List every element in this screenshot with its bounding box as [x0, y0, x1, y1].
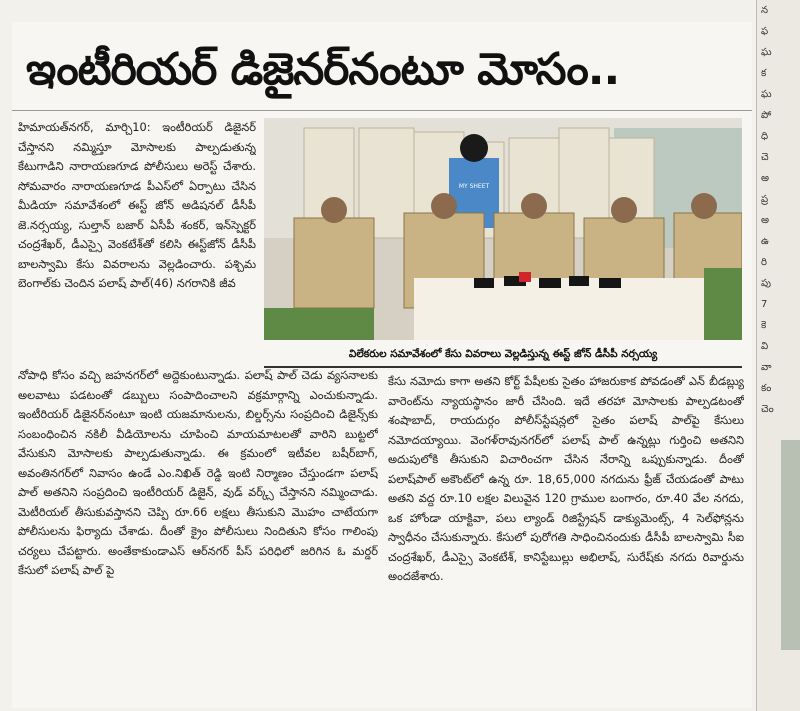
article — [12, 22, 752, 708]
adjacent-text-fragment: క — [761, 68, 767, 79]
headline: ఇంటీరియర్ డిజైనర్‌నంటూ మోసం.. — [26, 44, 620, 95]
paragraph-intro: హిమాయత్‌నగర్, మార్చి10: ఇంటీరియర్ డిజైనర్ చేస్తానని నమ్మిస్తూ మోసాలకు పాల్పడుతున్న కేటుగాడిని నారాయణగూడ పోలీసులు అరెస్ట్ చేశారు. సోమవారం నారాయణగూడ పీఎస్‌లో ఏర్పాటు చేసిన మీడియా సమావేశంలో ఈస్ట్ జోన్ అడిషనల్ డీసీపీ జె.నర్సయ్య, సుల్తాన్ బజార్ ఏసీపీ శంకర్, ఇన్‌స్పెక్టర్ చంద్రశేఖర్, డీఎస్సై వెంకటేశ్‌తో కలిసి ఈస్ట్‌జోన్ డీసీపీ బాలస్వామి కేసు వివరాలను వెల్లడించారు. పశ్చిమ బెంగాల్‌కు చెందిన పలాష్ పాల్(46) నగరానికి జీవ — [18, 120, 256, 290]
photo-caption: విలేకరుల సమావేశంలో కేసు వివరాలు వెల్లడిస్తున్న ఈస్ట్ జోన్ డీసీపీ నర్సయ్య — [264, 342, 742, 368]
column-text-left — [18, 366, 378, 706]
adjacent-text-fragment: ప్ర — [761, 194, 769, 205]
adjacent-text-fragment: పో — [761, 110, 772, 121]
adjacent-text-fragment: కె — [761, 320, 767, 331]
adjacent-column-strip — [756, 0, 800, 711]
adjacent-text-fragment: ఉ — [761, 236, 769, 247]
adjacent-text-fragment: పు — [761, 278, 771, 289]
adjacent-text-fragment: ఫ — [761, 26, 769, 37]
shirt-text: MY SHEET — [458, 183, 490, 190]
adjacent-text-fragment: చెం — [761, 404, 774, 415]
adjacent-text-fragment: ఘ — [761, 89, 772, 100]
column-text-top — [18, 118, 256, 366]
paragraph-left: నోపాధి కోసం వచ్చి జహనగర్‌లో అద్దెకుంటున్నాడు. పలాష్ పాల్ చెడు వ్యసనాలకు అలవాటు పడటంతో డబ్బులు సంపాదించాలని వక్రమార్గాన్ని ఎంచుకున్నాడు. ఇంటీరియర్ డిజైనర్‌నంటూ ఇంటి యజమానులను, బిల్డర్స్‌ను సంప్రదించి డిజైన్స్‌కు సంబంధించిన నకిలీ వీడియోలను చూపించి మాయమాటలతో వారిని బుట్టలో వేసుకుని మోసాలకు పాల్పడుతున్నాడు. ఈ క్రమంలో ఇటీవల బషీర్‌బాగ్, అవంతినగర్‌లో నివాసం ఉండే ఎం.నిఖిత్ రెడ్డి ఇంటి నిర్మాణం చేస్తుండగా పలాష్ పాల్ అతనిని సంప్రదించి ఇంటీరియర్ డిజైన్, వుడ్ వర్క్స్ చేస్తానని నమ్మించాడు. మెటీరియల్ తీసుకువస్తానని చెప్పి రూ.66 లక్షలు తీసుకుని మొహం చాటేయగా పోలీసులను ఫిర్యాదు చేశాడు. దీంతో క్రైం పోలీసులు నిందితుని కోసం గాలింపు చర్యలు చేపట్టారు. అంతేకాకుండాఎస్ ఆర్‌నగర్ పీస్ పరిధిలో జరిగిన ఓ మర్డర్ కేసులో పలాష్ పాల్ పై — [18, 368, 378, 577]
adjacent-text-fragment: 7 — [761, 299, 768, 310]
adjacent-text-fragment: అ — [761, 173, 769, 184]
adjacent-text-fragment: కం — [761, 383, 772, 394]
adjacent-column-text — [757, 0, 800, 420]
adjacent-text-fragment: రి — [761, 257, 767, 268]
press-photo — [264, 118, 742, 340]
adjacent-text-fragment: అ — [761, 215, 769, 226]
adjacent-text-fragment: న — [761, 5, 769, 16]
adjacent-text-fragment: వా — [761, 362, 772, 373]
adjacent-text-fragment: వి — [761, 341, 769, 352]
adjacent-text-fragment: చె — [761, 152, 769, 163]
adjacent-text-fragment: ఘ — [761, 47, 772, 58]
paragraph-right: కేసు నమోదు కాగా అతని కోర్ట్ పేషీలకు సైతం హాజరుకాక పోవడంతో ఎన్ బీడబ్ల్యు వారెంట్‌ను న్యాయస్థానం జారీ చేసింది. ఇదే తరహా మోసాలకు పాల్పడటంతో శంషాబాద్, రాయదుర్గం పోలీస్‌స్టేషన్లలో సైతం పలాష్ పాల్‌పై కేసులు నమోదయ్యాయి. వెంగళ్‌రావునగర్‌లో పలాష్ పాల్ ఉన్నట్లు గుర్తించి అతనిని అదుపులోకి తీసుకుని విచారించగా చేసిన నేరాన్ని ఒప్పుకున్నాడు. దీంతో పలాష్‌పాల్ అకౌంట్‌లో ఉన్న రూ. 18,65,000 నగదును ఫ్రీజ్ చేయడంతో పాటు అతని వద్ద రూ.10 లక్షల విలువైన 120 గ్రాముల బంగారం, రూ.40 వేల నగదు, ఒక హోండా యాక్టివా, పలు ల్యాండ్ రిజిస్ట్రేషన్ డాక్యుమెంట్స్, 4 సెల్‌ఫోన్లను స్వాధీనం చేసుకున్నారు. కేసులో పురోగతి సాధించినందుకు డీసీపీ బాలస్వామి సీఐ చంద్రశేఖర్, డీఎస్సై వెంకటేశ్, కానిస్టేబుల్లు అభిలాష్, సురేష్‌కు నగదు రివార్డును అందజేశారు. — [388, 374, 744, 583]
headline-rule — [12, 110, 752, 111]
adjacent-text-fragment: ధి — [761, 131, 769, 142]
press-photo-illustration — [264, 118, 742, 340]
column-text-right — [388, 372, 744, 706]
adjacent-photo-edge — [781, 440, 800, 650]
